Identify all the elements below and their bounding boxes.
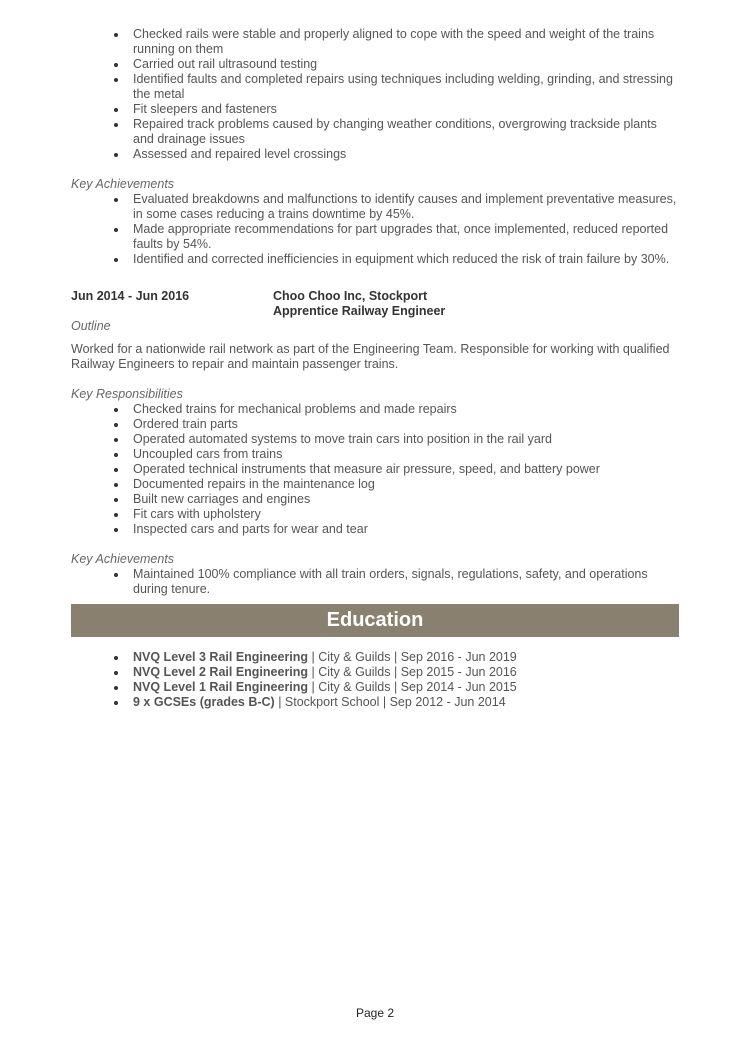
list-item: Built new carriages and engines <box>133 492 679 507</box>
education-section-heading: Education <box>71 604 679 637</box>
education-details: | City & Guilds | Sep 2015 - Jun 2016 <box>308 665 517 679</box>
education-qualification: NVQ Level 2 Rail Engineering <box>133 665 309 679</box>
job2-title: Apprentice Railway Engineer <box>273 304 446 318</box>
list-item: Identified and corrected inefficiencies in equipment which reduced the risk of train failure by 30%. <box>133 252 679 267</box>
job2-outline-text: Worked for a nationwide rail network as part of the Engineering Team. Responsible for working with qualified Railway Engineers to repair and maintain passenger trains. <box>71 342 670 371</box>
list-item: Identified faults and completed repairs using techniques including welding, grinding, and stressing the metal <box>133 72 679 102</box>
job2-achievements-heading: Key Achievements <box>71 552 175 566</box>
list-item: Fit sleepers and fasteners <box>133 102 679 117</box>
education-item <box>133 665 679 680</box>
list-item: Repaired track problems caused by changing weather conditions, overgrowing trackside plants and drainage issues <box>133 117 679 147</box>
page-number: Page 2 <box>355 1006 395 1020</box>
job1-achievements-heading: Key Achievements <box>71 177 175 191</box>
education-details: | City & Guilds | Sep 2016 - Jun 2019 <box>308 650 517 664</box>
list-item: Inspected cars and parts for wear and tear <box>133 522 679 537</box>
job1-responsibilities-list <box>71 27 679 162</box>
education-details: | Stockport School | Sep 2012 - Jun 2014 <box>274 695 506 709</box>
education-details: | City & Guilds | Sep 2014 - Jun 2015 <box>308 680 517 694</box>
list-item: Fit cars with upholstery <box>133 507 679 522</box>
job2-company: Choo Choo Inc, Stockport <box>273 289 428 303</box>
job2-responsibilities-list <box>71 402 679 537</box>
job2-achievements-list <box>71 567 679 597</box>
list-item: Checked rails were stable and properly aligned to cope with the speed and weight of the trains running on them <box>133 27 679 57</box>
list-item: Documented repairs in the maintenance log <box>133 477 679 492</box>
education-item <box>133 650 679 665</box>
job2-outline-heading: Outline <box>71 319 111 333</box>
job1-achievements-list <box>71 192 679 267</box>
job2-responsibilities-heading: Key Responsibilities <box>71 387 183 401</box>
list-item: Assessed and repaired level crossings <box>133 147 679 162</box>
list-item: Ordered train parts <box>133 417 679 432</box>
list-item: Maintained 100% compliance with all train orders, signals, regulations, safety, and operations during tenure. <box>133 567 679 597</box>
education-list <box>71 650 679 710</box>
list-item: Carried out rail ultrasound testing <box>133 57 679 72</box>
list-item: Uncoupled cars from trains <box>133 447 679 462</box>
resume-page <box>71 27 679 710</box>
education-qualification: NVQ Level 3 Rail Engineering <box>133 650 309 664</box>
education-item <box>133 680 679 695</box>
list-item: Checked trains for mechanical problems and made repairs <box>133 402 679 417</box>
education-item <box>133 695 679 710</box>
education-qualification: 9 x GCSEs (grades B-C) <box>133 695 275 709</box>
list-item: Evaluated breakdowns and malfunctions to identify causes and implement preventative measures, in some cases reducing a trains downtime by 45%. <box>133 192 679 222</box>
list-item: Operated automated systems to move train cars into position in the rail yard <box>133 432 679 447</box>
list-item: Made appropriate recommendations for part upgrades that, once implemented, reduced reported faults by 54%. <box>133 222 679 252</box>
education-qualification: NVQ Level 1 Rail Engineering <box>133 680 309 694</box>
list-item: Operated technical instruments that measure air pressure, speed, and battery power <box>133 462 679 477</box>
job2-header <box>71 289 679 319</box>
job2-dates: Jun 2014 - Jun 2016 <box>71 289 190 303</box>
